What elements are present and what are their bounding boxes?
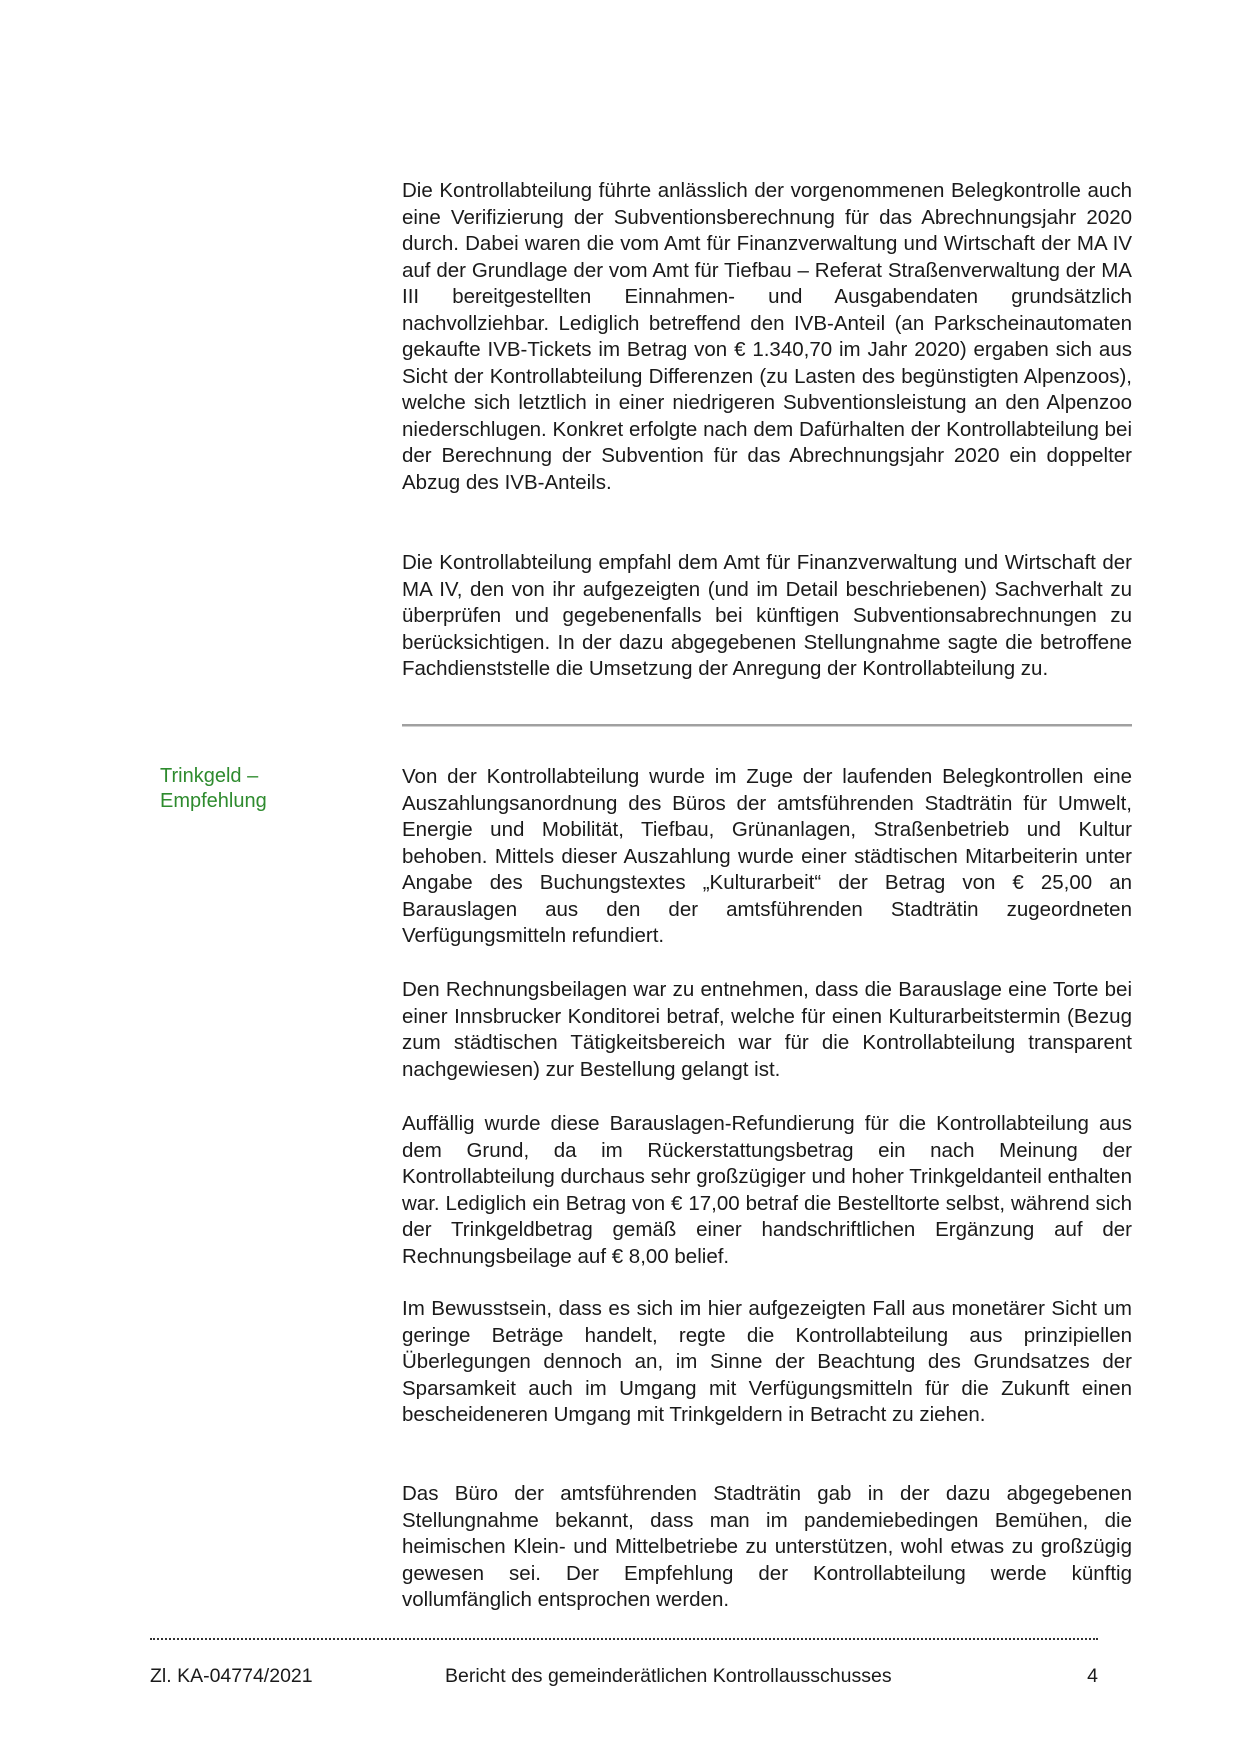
paragraph-subvention-verification: Die Kontrollabteilung führte anlässlich der vorgenommenen Belegkontrolle auch eine Verifizierung der Subventionsberechnung für das Abrechnungsjahr 2020 durch. Dabei waren die vom Amt für Finanzverwaltung und Wirtschaft der MA IV auf der Grundlage der vom Amt für Tiefbau – Referat Straßenverwaltung der MA III bereitgestellten Einnahmen- und Ausgabendaten grundsätzlich nachvollziehbar. Lediglich betreffend den IVB-Anteil (an Parkscheinautomaten gekaufte IVB-Tickets im Betrag von € 1.340,70 im Jahr 2020) ergaben sich aus Sicht der Kontrollabteilung Differenzen (zu Lasten des begünstigten Alpenzoos), welche sich letztlich in einer niedrigeren Subventionsleistung an den Alpenzoo niederschlugen. Konkret erfolgte nach dem Dafürhalten der Kontrollabteilung bei der Berechnung der Subvention für das Abrechnungsjahr 2020 ein doppelter Abzug des IVB-Anteils. bbox=[402, 179, 1132, 494]
footer-page-number: 4 bbox=[1087, 1665, 1098, 1687]
paragraph-recommendation-finance: Die Kontrollabteilung empfahl dem Amt für Finanzverwaltung und Wirtschaft der MA IV, den von ihr aufgezeigten (und im Detail beschriebenen) Sachverhalt zu überprüfen und gegebenenfalls bei künftigen Subventionsabrechnungen zu berücksichtigen. In der dazu abgegebenen Stellungnahme sagte die betroffene Fachdienststelle die Umsetzung der Anregung der Kontrollabteilung zu. bbox=[402, 551, 1132, 680]
margin-heading-tip-recommendation: Trinkgeld – Empfehlung bbox=[160, 765, 267, 812]
paragraph-invoice-cake: Den Rechnungsbeilagen war zu entnehmen, dass die Barauslage eine Torte bei einer Innsbrucker Konditorei betraf, welche für einen Kulturarbeitstermin (Bezug zum städtischen Tätigkeitsbereich war für die Kontrollabteilung transparent nachgewiesen) zur Bestellung gelangt ist. bbox=[402, 978, 1132, 1081]
paragraph-statement-response: Das Büro der amtsführenden Stadträtin gab in der dazu abgegebenen Stellungnahme bekannt, dass man im pandemiebedingen Bemühen, die heimischen Klein- und Mittelbetriebe zu unterstützen, wohl etwas zu großzügig gewesen sei. Der Empfehlung der Kontrollabteilung werde künftig vollumfänglich entsprochen werden. bbox=[402, 1482, 1132, 1611]
footer-dotted-rule bbox=[150, 1638, 1098, 1640]
footer-reference-number: Zl. KA-04774/2021 bbox=[150, 1665, 313, 1687]
footer-report-title: Bericht des gemeinderätlichen Kontrollausschusses bbox=[445, 1665, 892, 1687]
paragraph-payment-order: Von der Kontrollabteilung wurde im Zuge der laufenden Belegkontrollen eine Auszahlungsanordnung des Büros der amtsführenden Stadträtin für Umwelt, Energie und Mobilität, Tiefbau, Grünanlagen, Straßenbetrieb und Kultur behoben. Mittels dieser Auszahlung wurde einer städtischen Mitarbeiterin unter Angabe des Buchungstextes „Kulturarbeit“ der Betrag von € 25,00 an Barauslagen aus den der amtsführenden Stadträtin zugeordneten Verfügungsmitteln refundiert. bbox=[402, 765, 1132, 947]
section-divider bbox=[402, 724, 1132, 726]
paragraph-frugality-suggestion: Im Bewusstsein, dass es sich im hier aufgezeigten Fall aus monetärer Sicht um geringe Beträge handelt, regte die Kontrollabteilung aus prinzipiellen Überlegungen dennoch an, im Sinne der Beachtung des Grundsatzes der Sparsamkeit auch im Umgang mit Verfügungsmitteln für die Zukunft einen bescheideneren Umgang mit Trinkgeldern in Betracht zu ziehen. bbox=[402, 1297, 1132, 1426]
paragraph-tip-amount: Auffällig wurde diese Barauslagen-Refundierung für die Kontrollabteilung aus dem Grund, da im Rückerstattungsbetrag ein nach Meinung der Kontrollabteilung durchaus sehr großzügiger und hoher Trinkgeldanteil enthalten war. Lediglich ein Betrag von € 17,00 betraf die Bestelltorte selbst, während sich der Trinkgeldbetrag gemäß einer handschriftlichen Ergänzung auf der Rechnungsbeilage auf € 8,00 belief. bbox=[402, 1112, 1132, 1268]
